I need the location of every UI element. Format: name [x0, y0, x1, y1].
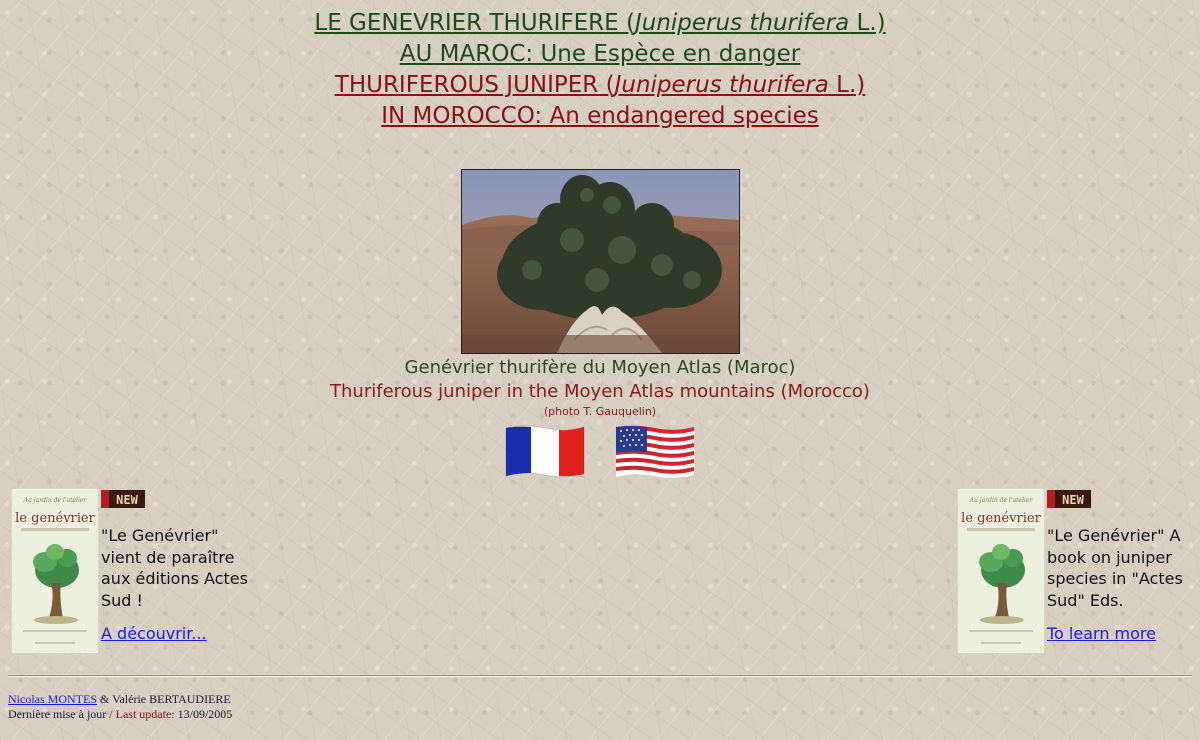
us-flag-icon[interactable] — [614, 424, 696, 484]
last-update-en: Last update: — [115, 707, 175, 721]
juniper-tree-photo — [461, 169, 740, 354]
caption-fr: Genévrier thurifère du Moyen Atlas (Maroc) — [404, 357, 796, 378]
title-en-line2[interactable]: IN MOROCCO: An endangered species — [381, 103, 819, 129]
last-update-fr: Dernière mise à jour — [8, 707, 107, 721]
book-cover-title: le genévrier — [961, 511, 1041, 526]
new-badge-icon — [1047, 488, 1091, 510]
book-cover-title: le genévrier — [15, 511, 95, 526]
book-series-text: Au jardin de l'atelier — [23, 497, 87, 504]
update-date: 13/09/2005 — [177, 707, 233, 721]
title-en-line1[interactable]: THURIFEROUS JUNIPER (Juniperus thurifera L.) — [334, 72, 866, 98]
book-description-en: "Le Genévrier" A book on juniper species in "Actes Sud" Eds. — [1047, 526, 1183, 610]
book-cover-en[interactable] — [957, 488, 1045, 654]
photo-credit: (photo T. Gauquelin) — [543, 405, 657, 418]
caption-en: Thuriferous juniper in the Moyen Atlas mountains (Morocco) — [330, 381, 870, 402]
discover-link[interactable]: A découvrir... — [101, 624, 207, 643]
footer-divider — [8, 675, 1192, 677]
book-series-text: Au jardin de l'atelier — [969, 497, 1033, 504]
french-flag-icon[interactable] — [504, 424, 586, 484]
page-titles — [0, 8, 1200, 132]
new-badge-text: NEW — [116, 493, 138, 507]
book-cover-fr[interactable] — [11, 488, 99, 654]
new-badge-text: NEW — [1062, 493, 1084, 507]
title-fr-line1[interactable]: LE GENEVRIER THURIFERE (Juniperus thurifera L.) — [314, 10, 886, 36]
author-link[interactable]: Nicolas MONTES — [8, 692, 97, 706]
title-fr-line2[interactable]: AU MAROC: Une Espèce en danger — [399, 41, 801, 67]
book-description-fr: "Le Genévrier" vient de paraître aux éditions Actes Sud ! — [101, 526, 248, 610]
footer: Nicolas MONTES & Valérie BERTAUDIERE Dernière mise à jour / Last update: 13/09/2005 — [8, 692, 233, 721]
learn-more-link[interactable]: To learn more — [1047, 624, 1156, 643]
new-badge-icon — [101, 488, 145, 510]
photo-captions — [0, 356, 1200, 420]
coauthor-name: Valérie BERTAUDIERE — [112, 692, 231, 706]
